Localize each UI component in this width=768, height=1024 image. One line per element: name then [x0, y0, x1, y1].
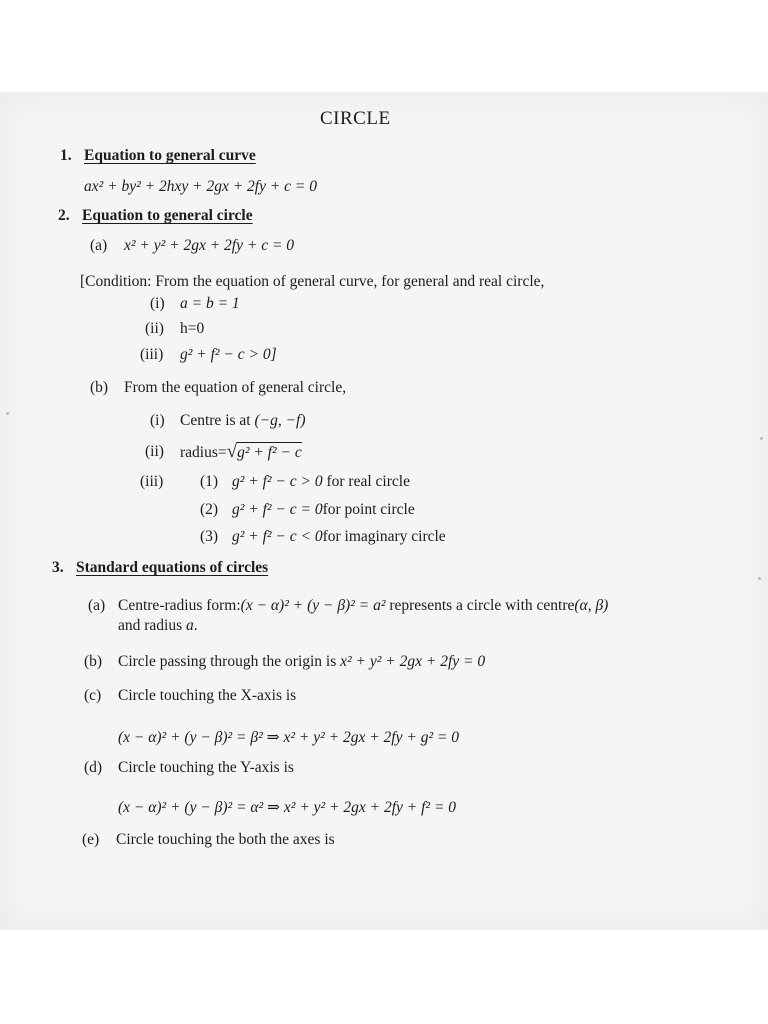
scan-speck: [760, 437, 763, 440]
origin-circle-math: x² + y² + 2gx + 2fy = 0: [340, 653, 486, 670]
centre-line: [180, 411, 306, 431]
centre-radius-math: (x − α)² + (y − β)² = a²: [240, 597, 386, 614]
general-curve-equation: ax² + by² + 2hxy + 2gx + 2fy + c = 0: [84, 178, 318, 195]
radius-text: radius=: [180, 444, 227, 461]
section-1-number: 1.: [60, 147, 72, 164]
centre-radius-text: Centre-radius form:: [118, 597, 241, 614]
both-axes-circle-text: Circle touching the both the axes is: [116, 831, 335, 848]
general-circle-intro: From the equation of general circle,: [124, 379, 347, 396]
origin-circle-line: [118, 652, 485, 672]
scan-speck: [6, 412, 9, 415]
centre-math: (α, β): [574, 597, 609, 614]
case-line: [232, 472, 410, 492]
radius-math: a: [186, 617, 194, 634]
section-3-number: 3.: [52, 559, 64, 576]
section-3-heading: Standard equations of circles: [76, 559, 269, 576]
section-2-number: 2.: [58, 207, 70, 224]
item-label: (ii): [145, 443, 164, 460]
general-circle-equation: x² + y² + 2gx + 2fy + c = 0: [124, 237, 295, 254]
y-axis-circle-math: (x − α)² + (y − β)² = α² ⇒ x² + y² + 2gx + 2fy + f² = 0: [118, 799, 457, 816]
item-label: (b): [84, 653, 103, 670]
item-label: (i): [150, 295, 165, 312]
item-label: (3): [200, 528, 219, 545]
item-label: (a): [88, 597, 106, 614]
centre-text: Centre is at: [180, 412, 255, 429]
item-label: (a): [90, 237, 108, 254]
centre-radius-line: [118, 596, 608, 616]
radius-line: [180, 442, 302, 463]
item-label: (i): [150, 412, 165, 429]
x-axis-circle-math: (x − α)² + (y − β)² = β² ⇒ x² + y² + 2gx + 2fy + g² = 0: [118, 729, 460, 746]
item-label: (iii): [140, 346, 164, 363]
centre-radius-text: represents a circle with centre: [385, 597, 575, 614]
item-label: (b): [90, 379, 109, 396]
origin-circle-text: Circle passing through the origin is: [118, 653, 341, 670]
centre-radius-text: and radius: [118, 617, 187, 634]
condition-item: h=0: [180, 320, 205, 337]
case-text: for point circle: [322, 501, 415, 518]
item-label: (c): [84, 687, 102, 704]
centre-math: (−g, −f): [254, 412, 306, 429]
radical-sign: √: [226, 441, 238, 462]
section-2-heading: Equation to general circle: [82, 207, 253, 224]
item-label: (ii): [145, 320, 164, 337]
condition-item: a = b = 1: [180, 295, 240, 312]
centre-radius-text: .: [193, 617, 198, 634]
item-label: (e): [82, 831, 100, 848]
case-math: g² + f² − c < 0: [232, 528, 323, 545]
x-axis-circle-text: Circle touching the X-axis is: [118, 687, 297, 704]
case-math: g² + f² − c > 0: [232, 473, 323, 490]
item-label: (d): [84, 759, 103, 776]
condition-text: [Condition: From the equation of general curve, for general and real circle,: [80, 273, 545, 290]
radius-math: g² + f² − c: [237, 444, 302, 461]
centre-radius-line-2: [118, 616, 198, 636]
case-text: for imaginary circle: [322, 528, 446, 545]
item-label: (iii): [140, 473, 164, 490]
case-math: g² + f² − c = 0: [232, 501, 323, 518]
section-1-heading: Equation to general curve: [84, 147, 256, 164]
page-title: CIRCLE: [320, 108, 391, 129]
y-axis-circle-text: Circle touching the Y-axis is: [118, 759, 294, 776]
condition-item: g² + f² − c > 0]: [180, 346, 277, 363]
item-label: (1): [200, 473, 219, 490]
scan-speck: [758, 577, 761, 580]
case-line: [232, 500, 415, 520]
item-label: (2): [200, 501, 219, 518]
case-line: [232, 527, 446, 547]
case-text: for real circle: [322, 473, 410, 490]
